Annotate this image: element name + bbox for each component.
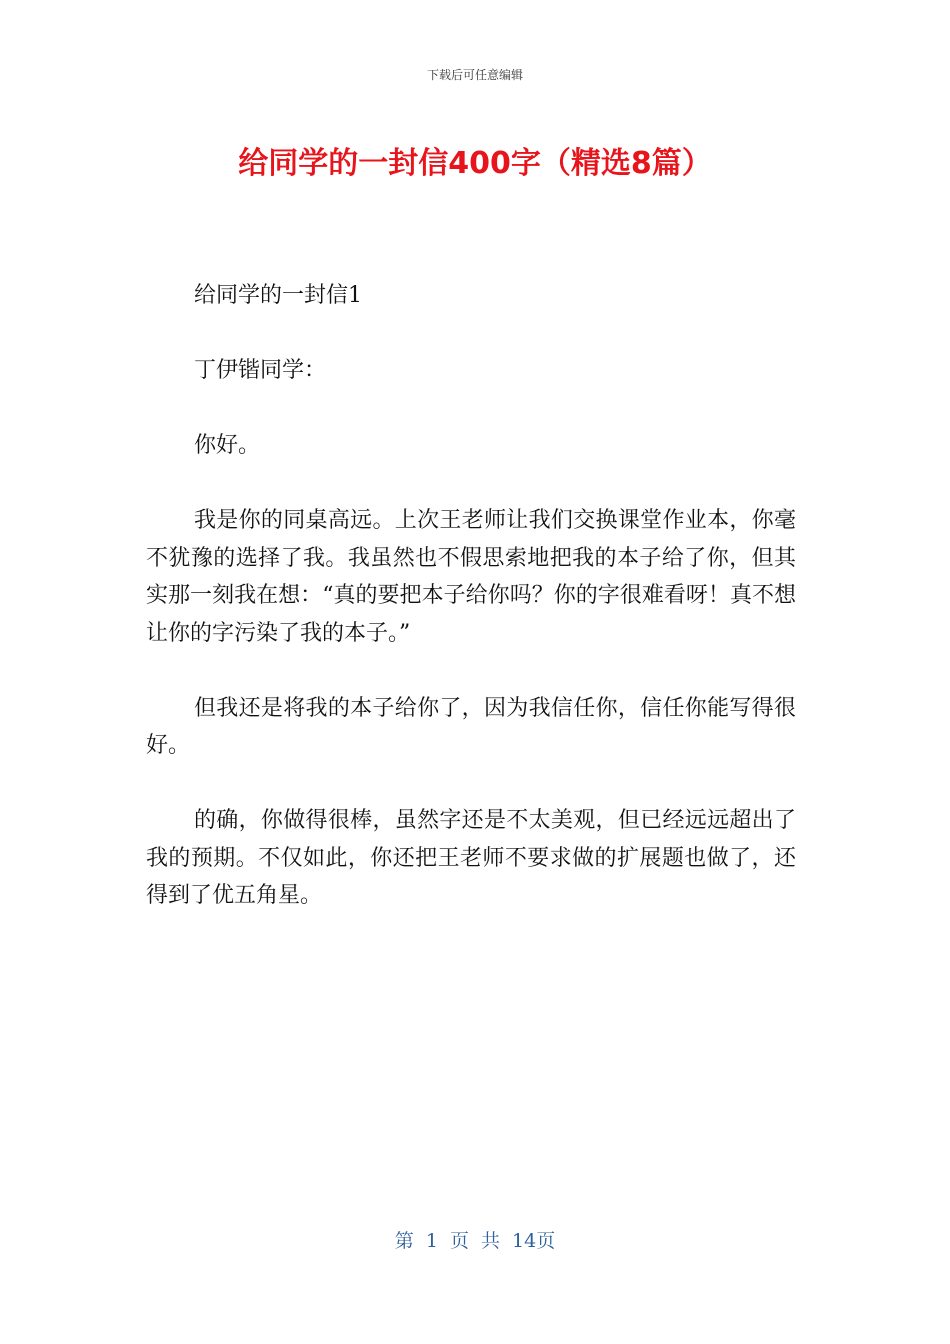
paragraph-salutation: 丁伊锴同学：	[194, 358, 327, 383]
document-title: 给同学的一封信400字（精选8篇）	[238, 146, 712, 181]
paragraph-body-1: 我是你的同桌高远。上次王老师让我们交换课堂作业本，你毫不犹豫的选择了我。我虽然也不假思索地把我的本子给了你，但其实那一刻我在想：“真的要把本子给你吗？你的字很难看呀！真不想让你的字污染了我的本子。”	[146, 508, 796, 646]
paragraph-body-2: 但我还是将我的本子给你了，因为我信任你，信任你能写得很好。	[146, 695, 796, 758]
page-header-note: 下载后可任意编辑	[426, 68, 523, 82]
page-number-footer: 第 1 页 共 14页	[394, 1230, 556, 1252]
paragraph-body-3: 的确，你做得很棒，虽然字还是不太美观，但已经远远超出了我的预期。不仅如此，你还把王老师不要求做的扩展题也做了，还得到了优五角星。	[146, 808, 796, 908]
paragraph-letter-heading: 给同学的一封信1	[194, 283, 362, 308]
document-body	[146, 277, 796, 952]
paragraph-greeting: 你好。	[194, 433, 261, 458]
